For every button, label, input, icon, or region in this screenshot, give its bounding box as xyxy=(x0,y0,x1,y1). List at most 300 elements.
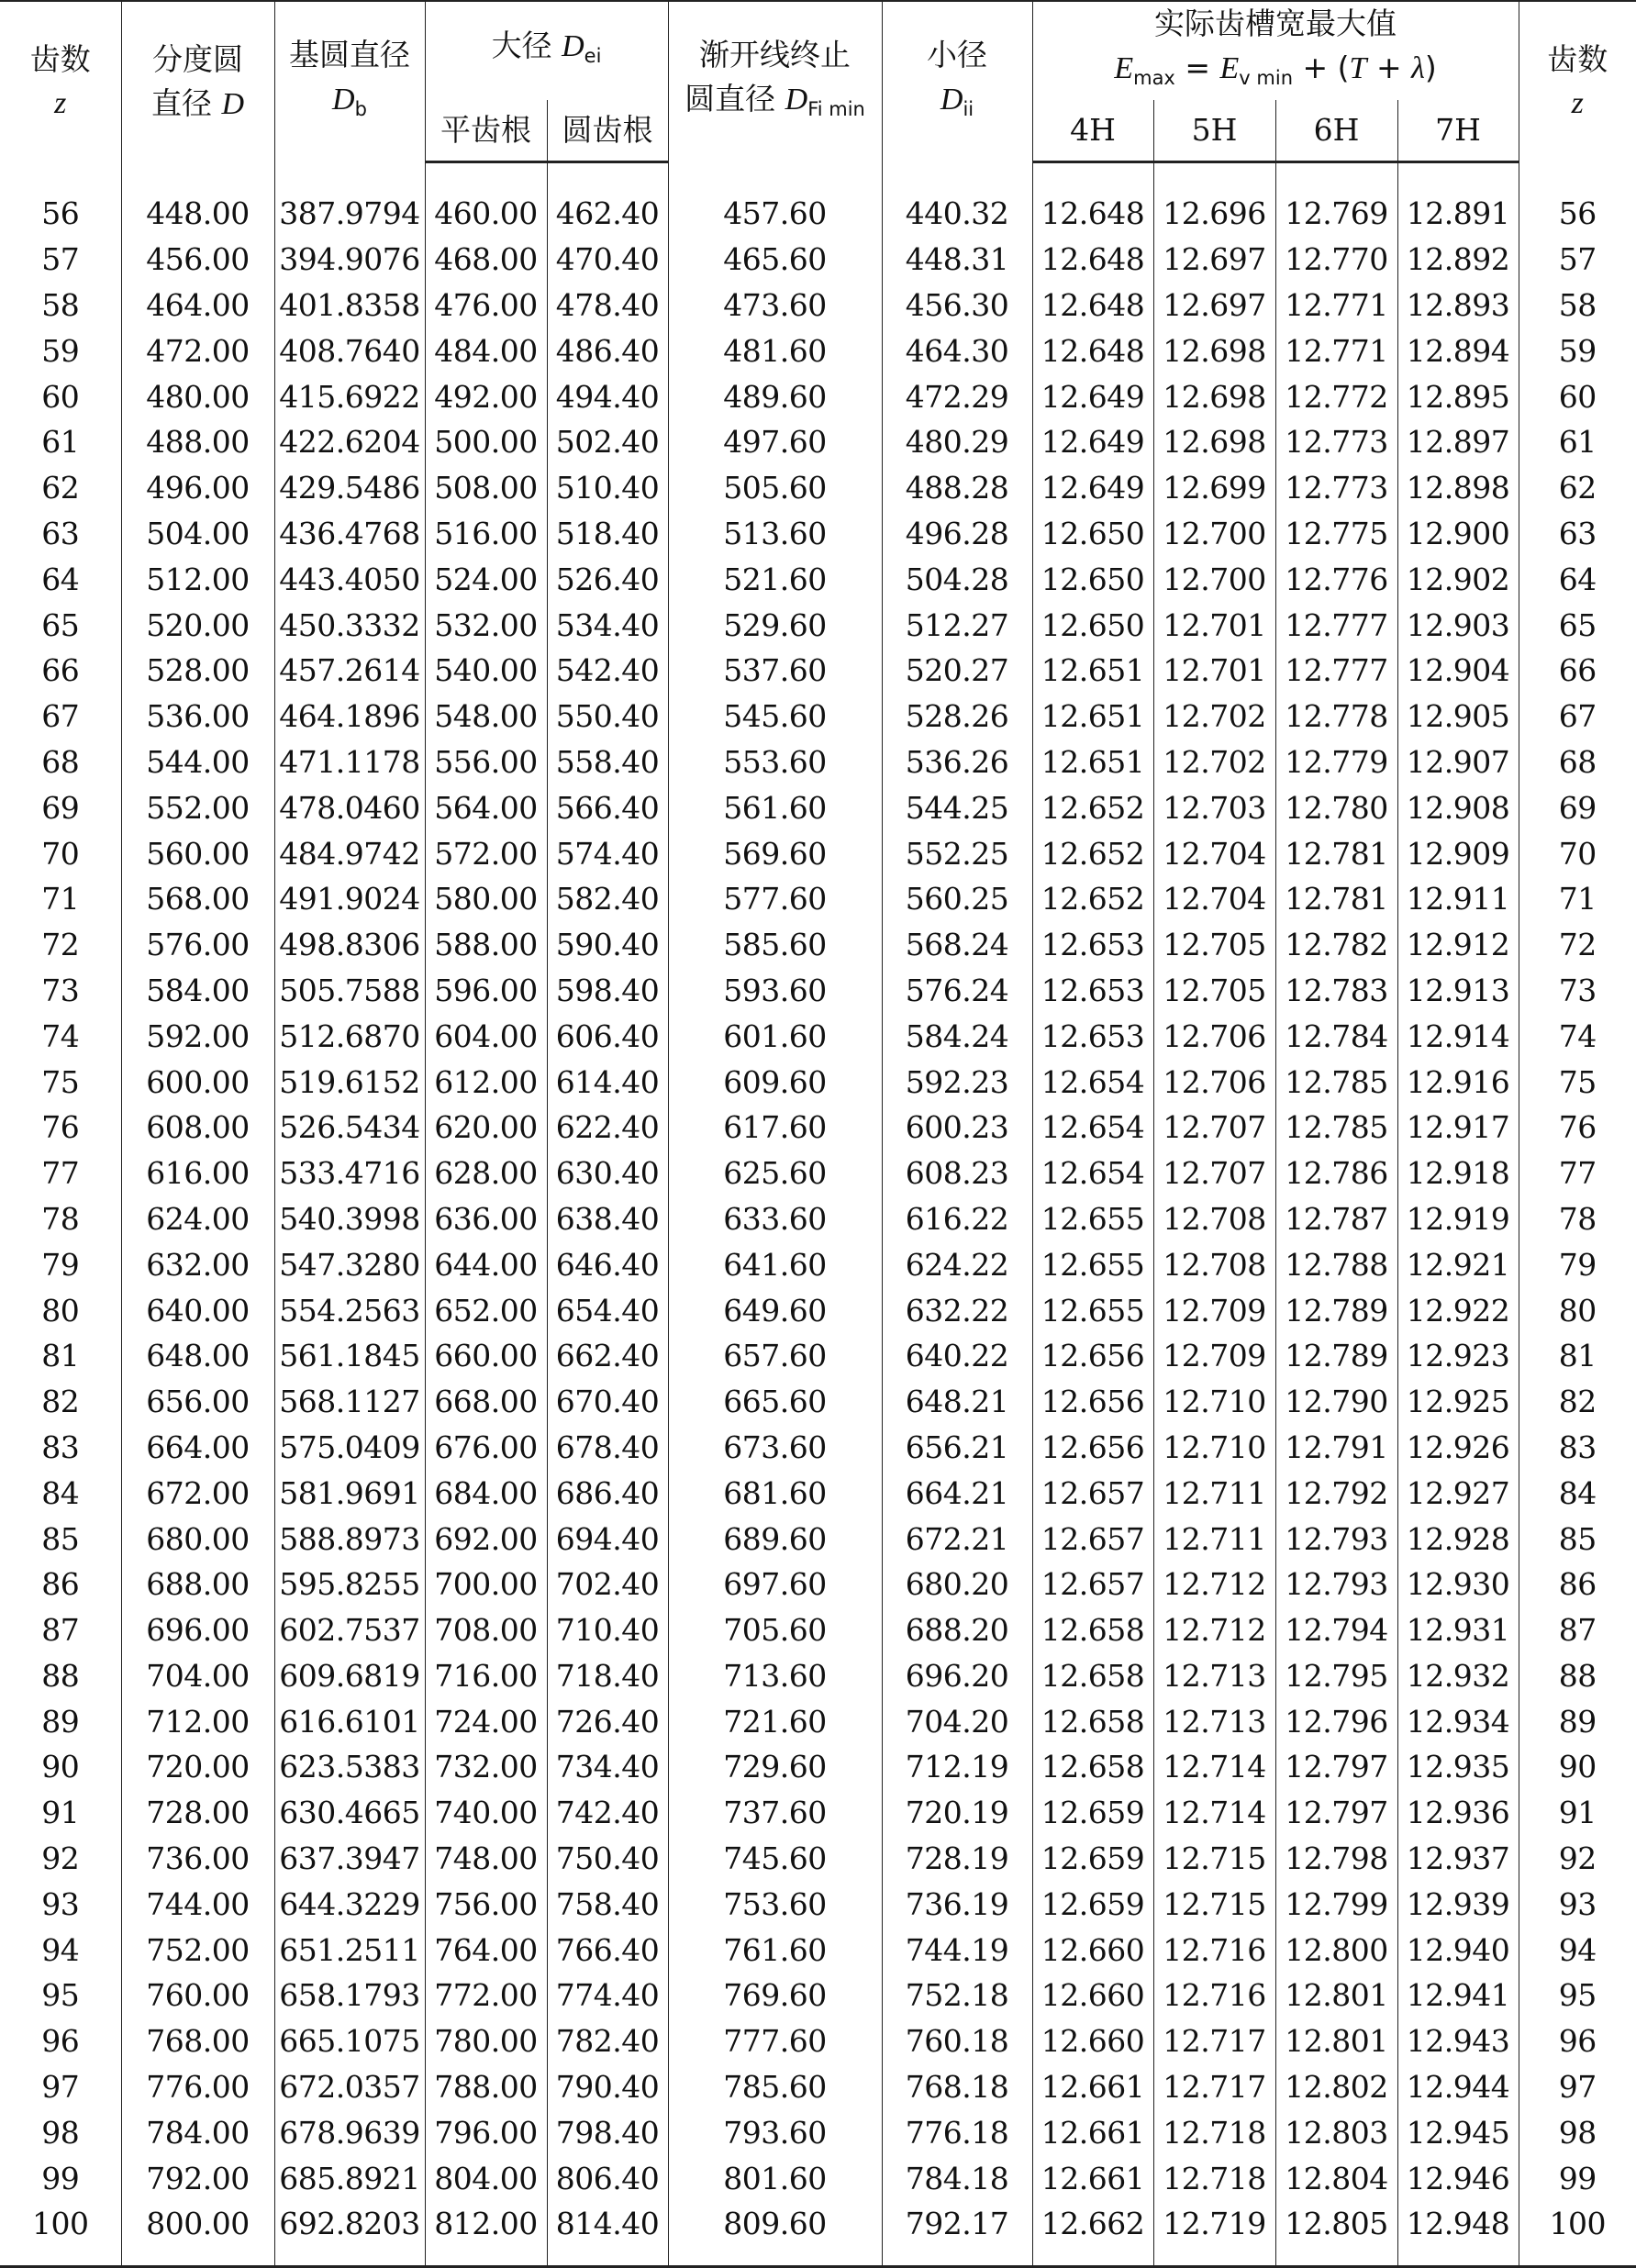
cell-pitch-diameter: 656.00 xyxy=(121,1379,274,1425)
cell-grade-6h: 12.772 xyxy=(1275,373,1397,419)
cell-grade-4h: 12.648 xyxy=(1032,283,1153,328)
cell-minor-diameter: 792.17 xyxy=(882,2201,1032,2247)
cell-teeth-right: 88 xyxy=(1519,1653,1636,1699)
table-row xyxy=(0,968,1636,1014)
cell-major-round: 518.40 xyxy=(547,511,668,557)
cell-grade-5h: 12.698 xyxy=(1153,328,1275,373)
cell-grade-6h: 12.801 xyxy=(1275,1973,1397,2018)
table-row xyxy=(0,830,1636,876)
cell-teeth-right: 62 xyxy=(1519,465,1636,511)
cell-pitch-diameter: 472.00 xyxy=(121,328,274,373)
cell-teeth-right: 79 xyxy=(1519,1241,1636,1287)
cell-grade-4h: 12.652 xyxy=(1032,784,1153,830)
cell-minor-diameter: 728.19 xyxy=(882,1836,1032,1882)
cell-major-round: 534.40 xyxy=(547,602,668,648)
cell-minor-diameter: 760.18 xyxy=(882,2018,1032,2064)
table-row xyxy=(0,1151,1636,1196)
cell-grade-5h: 12.716 xyxy=(1153,1973,1275,2018)
cell-major-flat: 500.00 xyxy=(425,419,547,465)
table-row xyxy=(0,1516,1636,1562)
cell-major-flat: 716.00 xyxy=(425,1653,547,1699)
cell-grade-6h: 12.787 xyxy=(1275,1196,1397,1242)
cell-grade-4h: 12.661 xyxy=(1032,2064,1153,2110)
cell-grade-6h: 12.795 xyxy=(1275,1653,1397,1699)
table-row xyxy=(0,1973,1636,2018)
cell-grade-4h: 12.657 xyxy=(1032,1562,1153,1607)
cell-grade-5h: 12.714 xyxy=(1153,1790,1275,1836)
cell-grade-6h: 12.789 xyxy=(1275,1333,1397,1379)
header-teeth-symbol: z xyxy=(54,86,67,121)
cell-teeth: 98 xyxy=(41,2114,80,2151)
cell-base-diameter: 436.4768 xyxy=(274,511,425,557)
cell-grade-7h: 12.939 xyxy=(1397,1881,1519,1927)
cell-teeth-right: 93 xyxy=(1519,1881,1636,1927)
cell-major-round: 734.40 xyxy=(547,1744,668,1790)
table-row xyxy=(0,328,1636,373)
cell-grade-7h: 12.926 xyxy=(1397,1425,1519,1471)
cell-grade-7h: 12.941 xyxy=(1397,1973,1519,2018)
table-row xyxy=(0,1379,1636,1425)
cell-teeth: 87 xyxy=(41,1612,80,1649)
table-row xyxy=(0,373,1636,419)
cell-teeth-right: 61 xyxy=(1519,419,1636,465)
cell-grade-7h: 12.905 xyxy=(1397,694,1519,739)
cell-grade-6h: 12.785 xyxy=(1275,1059,1397,1105)
cell-grade-7h: 12.940 xyxy=(1397,1927,1519,1973)
cell-teeth: 63 xyxy=(41,515,80,551)
cell-grade-4h: 12.661 xyxy=(1032,2155,1153,2201)
cell-pitch-diameter: 672.00 xyxy=(121,1470,274,1516)
cell-teeth-right: 90 xyxy=(1519,1744,1636,1790)
cell-involute-end: 569.60 xyxy=(668,830,882,876)
cell-pitch-diameter: 760.00 xyxy=(121,1973,274,2018)
cell-grade-4h: 12.659 xyxy=(1032,1836,1153,1882)
cell-grade-7h: 12.934 xyxy=(1397,1698,1519,1744)
cell-grade-4h: 12.653 xyxy=(1032,922,1153,968)
cell-grade-6h: 12.781 xyxy=(1275,830,1397,876)
cell-major-flat: 764.00 xyxy=(425,1927,547,1973)
table-row xyxy=(0,1836,1636,1882)
header-pitch-diameter-line1: 分度圆 xyxy=(152,40,243,77)
cell-grade-6h: 12.797 xyxy=(1275,1790,1397,1836)
cell-major-flat: 772.00 xyxy=(425,1973,547,2018)
cell-grade-6h: 12.776 xyxy=(1275,556,1397,602)
cell-grade-7h: 12.936 xyxy=(1397,1790,1519,1836)
cell-grade-4h: 12.658 xyxy=(1032,1698,1153,1744)
cell-pitch-diameter: 456.00 xyxy=(121,237,274,283)
cell-base-diameter: 491.9024 xyxy=(274,876,425,922)
cell-grade-5h: 12.704 xyxy=(1153,876,1275,922)
cell-major-round: 726.40 xyxy=(547,1698,668,1744)
cell-grade-6h: 12.800 xyxy=(1275,1927,1397,1973)
cell-major-flat: 620.00 xyxy=(425,1105,547,1151)
cell-major-round: 750.40 xyxy=(547,1836,668,1882)
cell-grade-4h: 12.655 xyxy=(1032,1287,1153,1333)
cell-teeth: 66 xyxy=(41,652,80,689)
header-involute-end-line1: 渐开线终止 xyxy=(699,36,851,72)
cell-involute-end: 641.60 xyxy=(668,1241,882,1287)
cell-teeth: 60 xyxy=(41,378,80,415)
cell-major-flat: 556.00 xyxy=(425,739,547,785)
cell-grade-4h: 12.654 xyxy=(1032,1059,1153,1105)
cell-grade-7h: 12.931 xyxy=(1397,1607,1519,1653)
cell-major-round: 502.40 xyxy=(547,419,668,465)
formula-close: ) xyxy=(1424,50,1437,85)
formula-max-sub: max xyxy=(1133,67,1175,89)
cell-major-flat: 652.00 xyxy=(425,1287,547,1333)
cell-involute-end: 681.60 xyxy=(668,1470,882,1516)
cell-major-round: 710.40 xyxy=(547,1607,668,1653)
cell-minor-diameter: 456.30 xyxy=(882,283,1032,328)
cell-minor-diameter: 752.18 xyxy=(882,1973,1032,2018)
cell-major-round: 806.40 xyxy=(547,2155,668,2201)
cell-grade-4h: 12.655 xyxy=(1032,1196,1153,1242)
cell-pitch-diameter: 736.00 xyxy=(121,1836,274,1882)
cell-teeth: 67 xyxy=(41,698,80,735)
cell-teeth: 61 xyxy=(41,424,80,461)
cell-base-diameter: 540.3998 xyxy=(274,1196,425,1242)
table-row xyxy=(0,648,1636,694)
cell-teeth-right: 65 xyxy=(1519,602,1636,648)
cell-grade-4h: 12.657 xyxy=(1032,1470,1153,1516)
cell-major-round: 694.40 xyxy=(547,1516,668,1562)
cell-teeth-right: 98 xyxy=(1519,2109,1636,2155)
table-row xyxy=(0,2018,1636,2064)
cell-minor-diameter: 608.23 xyxy=(882,1151,1032,1196)
table-row xyxy=(0,876,1636,922)
cell-major-round: 598.40 xyxy=(547,968,668,1014)
cell-major-round: 678.40 xyxy=(547,1425,668,1471)
cell-base-diameter: 505.7588 xyxy=(274,968,425,1014)
cell-grade-6h: 12.786 xyxy=(1275,1151,1397,1196)
cell-teeth: 68 xyxy=(41,743,80,780)
cell-major-flat: 508.00 xyxy=(425,465,547,511)
cell-teeth-right: 89 xyxy=(1519,1698,1636,1744)
cell-grade-5h: 12.698 xyxy=(1153,373,1275,419)
cell-major-flat: 644.00 xyxy=(425,1241,547,1287)
cell-teeth-right: 85 xyxy=(1519,1516,1636,1562)
cell-base-diameter: 678.9639 xyxy=(274,2109,425,2155)
cell-major-flat: 492.00 xyxy=(425,373,547,419)
cell-involute-end: 697.60 xyxy=(668,1562,882,1607)
cell-minor-diameter: 712.19 xyxy=(882,1744,1032,1790)
cell-grade-5h: 12.718 xyxy=(1153,2155,1275,2201)
cell-grade-4h: 12.652 xyxy=(1032,830,1153,876)
cell-grade-5h: 12.706 xyxy=(1153,1013,1275,1059)
cell-pitch-diameter: 728.00 xyxy=(121,1790,274,1836)
cell-teeth: 94 xyxy=(41,1931,80,1968)
cell-involute-end: 657.60 xyxy=(668,1333,882,1379)
cell-teeth: 91 xyxy=(41,1795,80,1831)
header-major-diameter-symbol: D xyxy=(562,29,584,63)
cell-teeth-right: 81 xyxy=(1519,1333,1636,1379)
cell-teeth-right: 91 xyxy=(1519,1790,1636,1836)
cell-teeth-right: 86 xyxy=(1519,1562,1636,1607)
cell-base-diameter: 429.5486 xyxy=(274,465,425,511)
cell-grade-7h: 12.932 xyxy=(1397,1653,1519,1699)
cell-involute-end: 801.60 xyxy=(668,2155,882,2201)
cell-teeth: 65 xyxy=(41,606,80,643)
cell-grade-7h: 12.893 xyxy=(1397,283,1519,328)
cell-teeth: 89 xyxy=(41,1703,80,1740)
cell-pitch-diameter: 520.00 xyxy=(121,602,274,648)
cell-major-flat: 668.00 xyxy=(425,1379,547,1425)
formula-ev: E xyxy=(1219,51,1240,85)
cell-major-flat: 636.00 xyxy=(425,1196,547,1242)
cell-base-diameter: 533.4716 xyxy=(274,1151,425,1196)
formula-e: E xyxy=(1114,51,1134,85)
cell-grade-5h: 12.708 xyxy=(1153,1196,1275,1242)
cell-base-diameter: 394.9076 xyxy=(274,237,425,283)
cell-grade-5h: 12.712 xyxy=(1153,1562,1275,1607)
cell-grade-7h: 12.913 xyxy=(1397,968,1519,1014)
cell-major-round: 662.40 xyxy=(547,1333,668,1379)
cell-major-flat: 708.00 xyxy=(425,1607,547,1653)
cell-major-round: 590.40 xyxy=(547,922,668,968)
cell-grade-4h: 12.660 xyxy=(1032,2018,1153,2064)
cell-grade-7h: 12.930 xyxy=(1397,1562,1519,1607)
cell-grade-4h: 12.654 xyxy=(1032,1151,1153,1196)
cell-major-round: 558.40 xyxy=(547,739,668,785)
cell-base-diameter: 651.2511 xyxy=(274,1927,425,1973)
header-involute-end-sub: Fi min xyxy=(807,97,865,120)
header-minor-diameter-symbol: D xyxy=(940,82,963,117)
cell-base-diameter: 588.8973 xyxy=(274,1516,425,1562)
table-row xyxy=(0,1425,1636,1471)
cell-involute-end: 649.60 xyxy=(668,1287,882,1333)
cell-base-diameter: 547.3280 xyxy=(274,1241,425,1287)
cell-involute-end: 521.60 xyxy=(668,556,882,602)
cell-teeth: 92 xyxy=(41,1840,80,1877)
cell-grade-6h: 12.805 xyxy=(1275,2201,1397,2247)
cell-teeth: 62 xyxy=(41,470,80,506)
cell-major-flat: 812.00 xyxy=(425,2201,547,2247)
cell-teeth: 64 xyxy=(41,561,80,597)
cell-grade-5h: 12.715 xyxy=(1153,1881,1275,1927)
cell-teeth: 96 xyxy=(41,2023,80,2060)
cell-grade-7h: 12.907 xyxy=(1397,739,1519,785)
cell-pitch-diameter: 744.00 xyxy=(121,1881,274,1927)
cell-grade-6h: 12.773 xyxy=(1275,465,1397,511)
cell-grade-5h: 12.710 xyxy=(1153,1425,1275,1471)
cell-involute-end: 753.60 xyxy=(668,1881,882,1927)
cell-major-flat: 596.00 xyxy=(425,968,547,1014)
cell-teeth: 86 xyxy=(41,1566,80,1603)
cell-major-round: 654.40 xyxy=(547,1287,668,1333)
header-involute-end-symbol: D xyxy=(785,82,808,117)
cell-grade-5h: 12.713 xyxy=(1153,1698,1275,1744)
cell-pitch-diameter: 576.00 xyxy=(121,922,274,968)
cell-major-flat: 748.00 xyxy=(425,1836,547,1882)
cell-grade-6h: 12.773 xyxy=(1275,419,1397,465)
cell-minor-diameter: 600.23 xyxy=(882,1105,1032,1151)
table-row xyxy=(0,511,1636,557)
cell-minor-diameter: 632.22 xyxy=(882,1287,1032,1333)
cell-pitch-diameter: 688.00 xyxy=(121,1562,274,1607)
cell-teeth-right: 66 xyxy=(1519,648,1636,694)
cell-major-flat: 484.00 xyxy=(425,328,547,373)
cell-grade-4h: 12.648 xyxy=(1032,328,1153,373)
header-major-diameter-sub: ei xyxy=(584,45,602,67)
table-row xyxy=(0,1881,1636,1927)
cell-involute-end: 713.60 xyxy=(668,1653,882,1699)
cell-grade-7h: 12.935 xyxy=(1397,1744,1519,1790)
cell-grade-4h: 12.652 xyxy=(1032,876,1153,922)
cell-pitch-diameter: 496.00 xyxy=(121,465,274,511)
cell-pitch-diameter: 720.00 xyxy=(121,1744,274,1790)
cell-pitch-diameter: 712.00 xyxy=(121,1698,274,1744)
cell-teeth: 88 xyxy=(41,1657,80,1694)
header-pitch-diameter-symbol: D xyxy=(221,86,245,121)
cell-major-round: 478.40 xyxy=(547,283,668,328)
header-flat-root: 平齿根 xyxy=(425,100,547,162)
cell-minor-diameter: 448.31 xyxy=(882,237,1032,283)
header-base-diameter-symbol: D xyxy=(332,82,355,117)
cell-pitch-diameter: 800.00 xyxy=(121,2201,274,2247)
cell-grade-5h: 12.711 xyxy=(1153,1470,1275,1516)
cell-grade-7h: 12.903 xyxy=(1397,602,1519,648)
cell-grade-5h: 12.703 xyxy=(1153,784,1275,830)
header-grade-6h: 6H xyxy=(1275,100,1397,162)
cell-base-diameter: 658.1793 xyxy=(274,1973,425,2018)
cell-grade-5h: 12.710 xyxy=(1153,1379,1275,1425)
table-row xyxy=(0,1059,1636,1105)
cell-involute-end: 761.60 xyxy=(668,1927,882,1973)
cell-grade-5h: 12.717 xyxy=(1153,2064,1275,2110)
cell-grade-6h: 12.794 xyxy=(1275,1607,1397,1653)
cell-pitch-diameter: 512.00 xyxy=(121,556,274,602)
cell-pitch-diameter: 752.00 xyxy=(121,1927,274,1973)
cell-teeth-right: 80 xyxy=(1519,1287,1636,1333)
cell-major-round: 782.40 xyxy=(547,2018,668,2064)
formula-lambda: λ xyxy=(1411,51,1425,85)
cell-major-flat: 628.00 xyxy=(425,1151,547,1196)
cell-minor-diameter: 768.18 xyxy=(882,2064,1032,2110)
header-pitch-diameter-line2: 直径 xyxy=(150,84,212,121)
cell-major-flat: 732.00 xyxy=(425,1744,547,1790)
cell-grade-6h: 12.781 xyxy=(1275,876,1397,922)
cell-grade-7h: 12.923 xyxy=(1397,1333,1519,1379)
cell-major-round: 526.40 xyxy=(547,556,668,602)
table-row xyxy=(0,1196,1636,1242)
cell-grade-5h: 12.712 xyxy=(1153,1607,1275,1653)
cell-grade-7h: 12.898 xyxy=(1397,465,1519,511)
cell-grade-5h: 12.697 xyxy=(1153,237,1275,283)
header-space-width xyxy=(1032,1,1519,100)
cell-pitch-diameter: 504.00 xyxy=(121,511,274,557)
header-base-diameter xyxy=(274,1,425,162)
header-pitch-diameter xyxy=(121,1,274,162)
cell-teeth-right: 64 xyxy=(1519,556,1636,602)
cell-teeth-right: 59 xyxy=(1519,328,1636,373)
cell-teeth: 90 xyxy=(41,1749,80,1785)
cell-grade-7h: 12.908 xyxy=(1397,784,1519,830)
cell-grade-6h: 12.793 xyxy=(1275,1516,1397,1562)
cell-involute-end: 705.60 xyxy=(668,1607,882,1653)
cell-grade-6h: 12.790 xyxy=(1275,1379,1397,1425)
cell-involute-end: 793.60 xyxy=(668,2109,882,2155)
cell-involute-end: 577.60 xyxy=(668,876,882,922)
cell-grade-6h: 12.784 xyxy=(1275,1013,1397,1059)
cell-minor-diameter: 704.20 xyxy=(882,1698,1032,1744)
table-row xyxy=(0,1744,1636,1790)
cell-involute-end: 737.60 xyxy=(668,1790,882,1836)
cell-major-round: 630.40 xyxy=(547,1151,668,1196)
cell-base-diameter: 644.3229 xyxy=(274,1881,425,1927)
cell-grade-4h: 12.649 xyxy=(1032,373,1153,419)
cell-grade-5h: 12.704 xyxy=(1153,830,1275,876)
cell-pitch-diameter: 544.00 xyxy=(121,739,274,785)
cell-major-round: 494.40 xyxy=(547,373,668,419)
cell-major-round: 742.40 xyxy=(547,1790,668,1836)
cell-major-round: 774.40 xyxy=(547,1973,668,2018)
cell-grade-7h: 12.900 xyxy=(1397,511,1519,557)
cell-teeth-right: 82 xyxy=(1519,1379,1636,1425)
cell-major-round: 798.40 xyxy=(547,2109,668,2155)
table-row xyxy=(0,556,1636,602)
cell-base-diameter: 561.1845 xyxy=(274,1333,425,1379)
cell-grade-7h: 12.909 xyxy=(1397,830,1519,876)
cell-minor-diameter: 512.27 xyxy=(882,602,1032,648)
cell-grade-6h: 12.770 xyxy=(1275,237,1397,283)
cell-teeth-right: 58 xyxy=(1519,283,1636,328)
cell-grade-5h: 12.701 xyxy=(1153,602,1275,648)
table-row xyxy=(0,465,1636,511)
header-space-width-label: 实际齿槽宽最大值 xyxy=(1154,6,1397,41)
cell-grade-6h: 12.769 xyxy=(1275,191,1397,237)
cell-grade-4h: 12.660 xyxy=(1032,1973,1153,2018)
cell-major-round: 510.40 xyxy=(547,465,668,511)
cell-pitch-diameter: 464.00 xyxy=(121,283,274,328)
cell-teeth-right: 74 xyxy=(1519,1013,1636,1059)
cell-grade-4h: 12.648 xyxy=(1032,191,1153,237)
cell-teeth: 75 xyxy=(41,1063,80,1100)
cell-involute-end: 593.60 xyxy=(668,968,882,1014)
cell-major-round: 622.40 xyxy=(547,1105,668,1151)
header-minor-diameter xyxy=(882,1,1032,162)
cell-grade-6h: 12.779 xyxy=(1275,739,1397,785)
cell-minor-diameter: 648.21 xyxy=(882,1379,1032,1425)
table-row xyxy=(0,2155,1636,2201)
table-row xyxy=(0,191,1636,237)
cell-teeth-right: 71 xyxy=(1519,876,1636,922)
cell-teeth-right: 70 xyxy=(1519,830,1636,876)
cell-grade-5h: 12.700 xyxy=(1153,556,1275,602)
cell-involute-end: 537.60 xyxy=(668,648,882,694)
cell-teeth: 84 xyxy=(41,1474,80,1511)
table-row xyxy=(0,237,1636,283)
cell-minor-diameter: 744.19 xyxy=(882,1927,1032,1973)
cell-grade-6h: 12.788 xyxy=(1275,1241,1397,1287)
header-minor-diameter-sub: ii xyxy=(963,97,974,120)
cell-teeth: 81 xyxy=(41,1338,80,1374)
cell-teeth: 73 xyxy=(41,972,80,1008)
cell-grade-7h: 12.904 xyxy=(1397,648,1519,694)
cell-teeth-right: 99 xyxy=(1519,2155,1636,2201)
cell-grade-6h: 12.775 xyxy=(1275,511,1397,557)
cell-grade-4h: 12.651 xyxy=(1032,648,1153,694)
cell-minor-diameter: 576.24 xyxy=(882,968,1032,1014)
cell-major-flat: 724.00 xyxy=(425,1698,547,1744)
cell-pitch-diameter: 792.00 xyxy=(121,2155,274,2201)
cell-teeth-right: 78 xyxy=(1519,1196,1636,1242)
cell-involute-end: 481.60 xyxy=(668,328,882,373)
cell-teeth-right: 73 xyxy=(1519,968,1636,1014)
cell-minor-diameter: 624.22 xyxy=(882,1241,1032,1287)
cell-major-flat: 524.00 xyxy=(425,556,547,602)
cell-grade-5h: 12.701 xyxy=(1153,648,1275,694)
cell-major-round: 718.40 xyxy=(547,1653,668,1699)
